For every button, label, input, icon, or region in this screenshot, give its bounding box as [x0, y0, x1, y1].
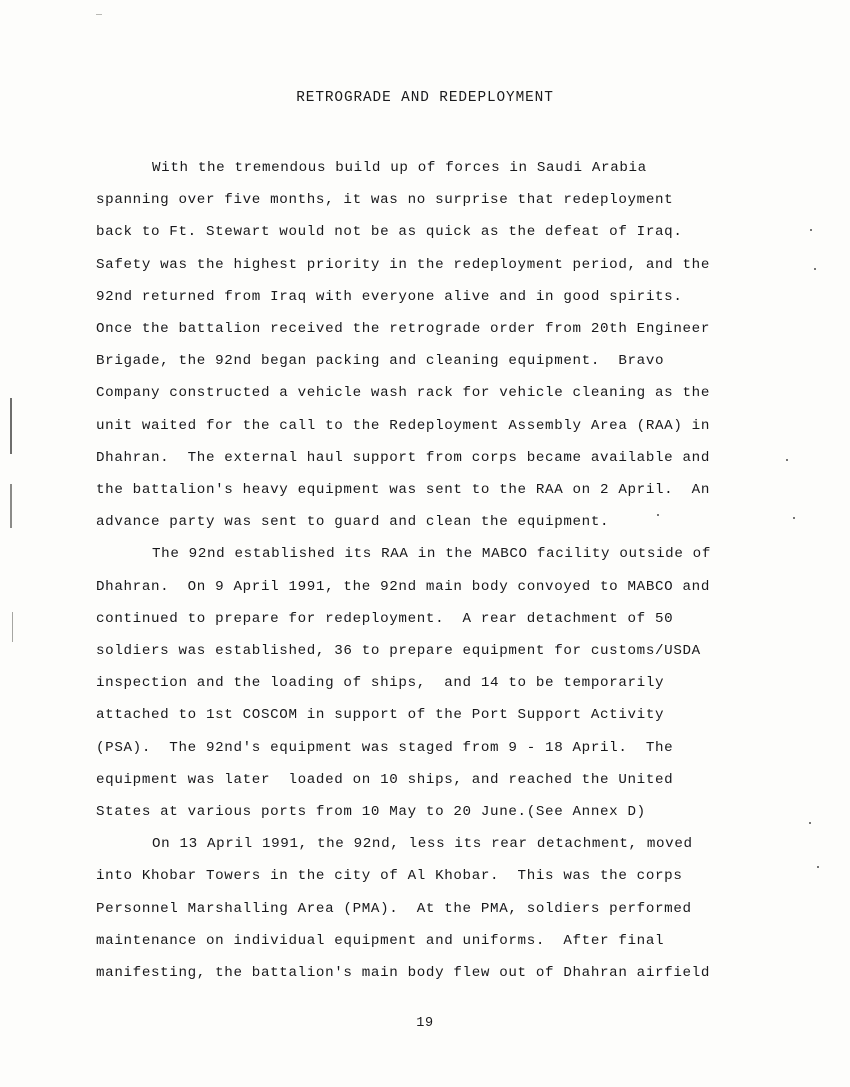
text-line: equipment was later loaded on 10 ships, and reached the United — [96, 771, 674, 788]
text-line: soldiers was established, 36 to prepare equipment for customs/USDA — [96, 643, 701, 660]
text-line: 92nd returned from Iraq with everyone alive and in good spirits. — [96, 288, 683, 305]
scan-artifact-left-mark-3 — [12, 612, 13, 642]
paragraph-3 — [96, 828, 796, 989]
text-line: Safety was the highest priority in the redeployment period, and the — [96, 256, 710, 273]
text-line: Company constructed a vehicle wash rack for vehicle cleaning as the — [96, 385, 710, 402]
scan-speck — [814, 268, 816, 270]
text-line: Dhahran. The external haul support from corps became available and — [96, 449, 710, 466]
text-line: Brigade, the 92nd began packing and cleaning equipment. Bravo — [96, 353, 665, 370]
text-line: With the tremendous build up of forces in Saudi Arabia — [152, 160, 647, 176]
text-line: On 13 April 1991, the 92nd, less its rear detachment, moved — [152, 836, 693, 853]
text-line: advance party was sent to guard and clean the equipment. — [96, 514, 610, 531]
document-body — [96, 152, 796, 989]
page-title: RETROGRADE AND REDEPLOYMENT — [296, 90, 554, 106]
paragraph-1 — [96, 152, 796, 538]
text-line: inspection and the loading of ships, and 14 to be temporarily — [96, 675, 665, 692]
page-number: 19 — [416, 1016, 434, 1031]
text-line: maintenance on individual equipment and uniforms. After final — [96, 932, 665, 949]
text-line: into Khobar Towers in the city of Al Khobar. This was the corps — [96, 868, 683, 885]
text-line: Once the battalion received the retrograde order from 20th Engineer — [96, 321, 710, 338]
scan-speck — [809, 822, 811, 824]
text-line: back to Ft. Stewart would not be as quick as the defeat of Iraq. — [96, 224, 683, 241]
paragraph-2 — [96, 538, 796, 828]
text-line: spanning over five months, it was no surprise that redeployment — [96, 192, 674, 209]
scan-artifact-top — [96, 14, 102, 15]
scan-speck — [817, 866, 819, 868]
scan-artifact-left-mark-1 — [10, 398, 12, 454]
text-line: Dhahran. On 9 April 1991, the 92nd main body convoyed to MABCO and — [96, 578, 710, 595]
text-line: continued to prepare for redeployment. A rear detachment of 50 — [96, 610, 674, 627]
text-line: The 92nd established its RAA in the MABCO facility outside of — [152, 546, 711, 563]
text-line: attached to 1st COSCOM in support of the Port Support Activity — [96, 707, 665, 724]
text-line: manifesting, the battalion's main body flew out of Dhahran airfield — [96, 965, 710, 982]
scan-speck — [810, 229, 812, 231]
text-line: (PSA). The 92nd's equipment was staged from 9 - 18 April. The — [96, 739, 674, 756]
scan-artifact-left-mark-2 — [10, 484, 12, 528]
text-line: the battalion's heavy equipment was sent to the RAA on 2 April. An — [96, 482, 710, 499]
text-line: States at various ports from 10 May to 20 June.(See Annex D) — [96, 804, 646, 821]
text-line: unit waited for the call to the Redeployment Assembly Area (RAA) in — [96, 417, 710, 434]
text-line: Personnel Marshalling Area (PMA). At the PMA, soldiers performed — [96, 900, 692, 917]
